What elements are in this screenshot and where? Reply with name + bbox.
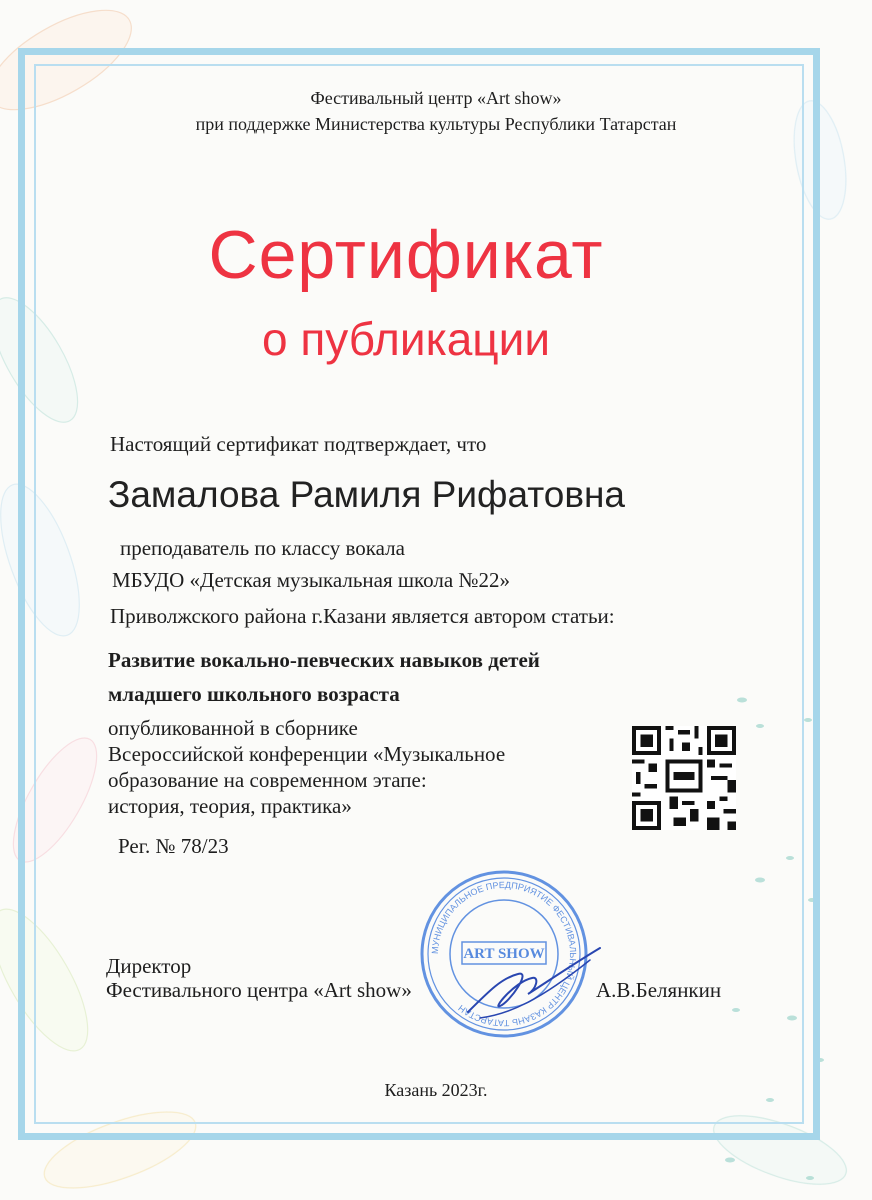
stamp-ring-text: МУНИЦИПАЛЬНОЕ ПРЕДПРИЯТИЕ ФЕСТИВАЛЬНЫЙ ЦЕНТР КАЗАНЬ ТАТАРСТАН <box>429 879 579 1029</box>
position-line-3: Приволжского района г.Казани является автором статьи: <box>110 604 615 628</box>
organizer-line-1: Фестивальный центр «Art show» <box>310 88 562 108</box>
director-signature <box>440 920 620 1030</box>
certificate-title: Сертификат <box>208 217 604 293</box>
publication-line-1: опубликованной в сборнике <box>108 716 358 740</box>
position-line-2: МБУДО «Детская музыкальная школа №22» <box>112 568 510 592</box>
article-title-line-1: Развитие вокально-певческих навыков детей <box>108 648 540 672</box>
director-name: А.В.Белянкин <box>596 978 722 1002</box>
director-title-line-2: Фестивального центра «Art show» <box>106 978 412 1002</box>
certificate-subtitle: о публикации <box>261 313 551 365</box>
stamp-center-text: ART SHOW <box>463 946 545 962</box>
publication-line-4: история, теория, практика» <box>108 794 352 818</box>
director-title-line-1: Директор <box>106 954 192 978</box>
city-and-year: Казань 2023г. <box>384 1080 488 1100</box>
position-line-1: преподаватель по классу вокала <box>120 536 405 560</box>
publication-line-3: образование на современном этапе: <box>108 768 427 792</box>
confirmation-text: Настоящий сертификат подтверждает, что <box>110 432 487 456</box>
article-title-line-2: младшего школьного возраста <box>108 682 400 706</box>
recipient-name: Замалова Рамиля Рифатовна <box>108 474 625 515</box>
registration-number: Рег. № 78/23 <box>118 834 229 858</box>
publication-line-2: Всероссийской конференции «Музыкальное <box>108 742 506 766</box>
qr-code[interactable] <box>632 726 736 830</box>
organizer-line-2: при поддержке Министерства культуры Республики Татарстан <box>195 114 677 134</box>
